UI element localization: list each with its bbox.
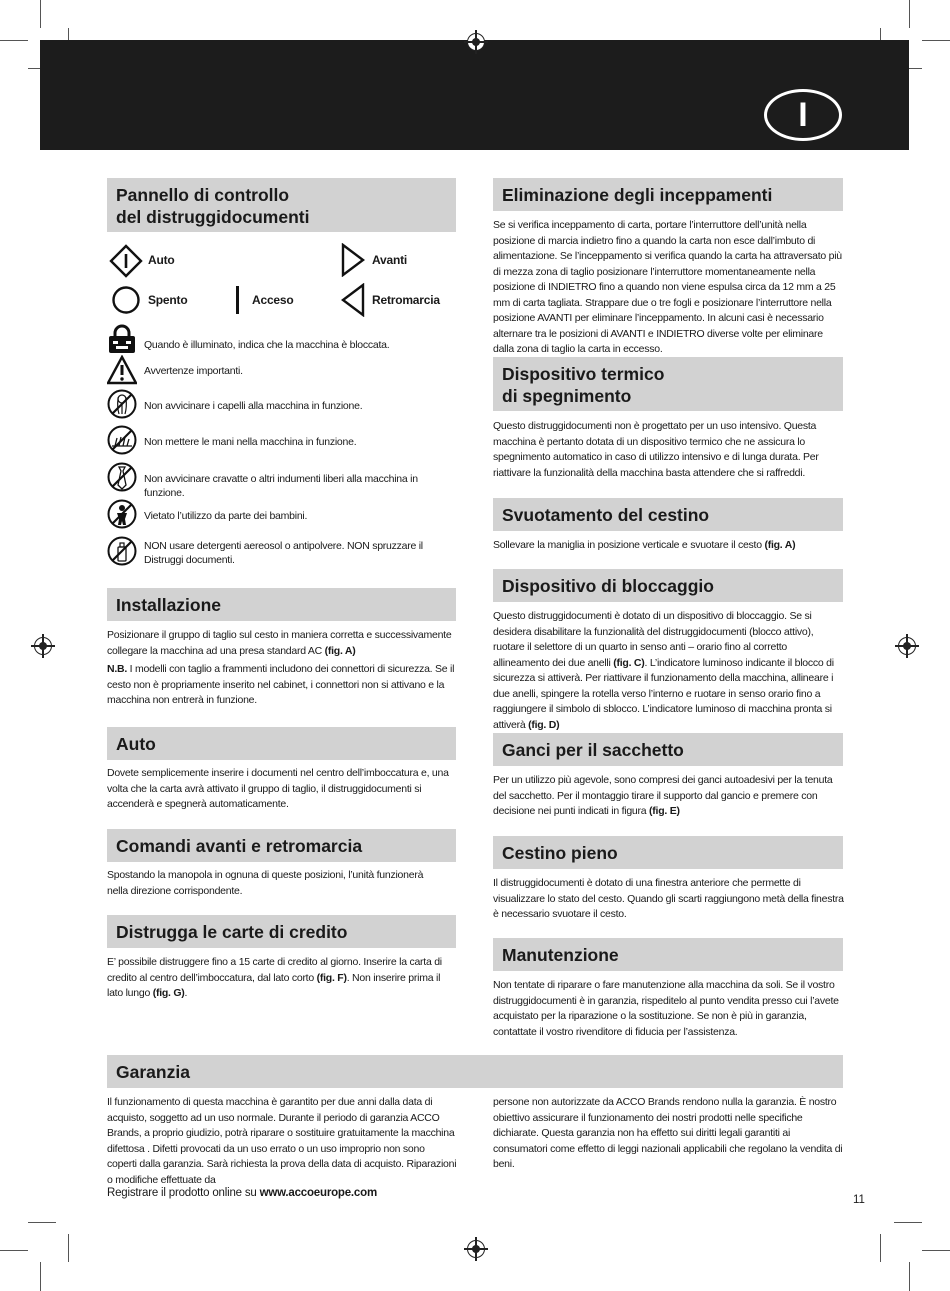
register-link[interactable]: www.accoeurope.com bbox=[259, 1187, 377, 1199]
carte-text: E’ possibile distruggere fino a 15 carte di credito al giorno. Inserire la carta di credito al centro dell’imboccatura, dal lato corto (fig. F). Non inserire prima il lato lungo (fig. G). bbox=[107, 956, 442, 999]
cestino-text: Sollevare la maniglia in posizione verticale e svuotare il cesto (fig. A) bbox=[493, 539, 796, 551]
off-symbol-icon bbox=[111, 285, 141, 315]
crop-mark bbox=[40, 1262, 41, 1291]
pieno-heading: Cestino pieno bbox=[493, 836, 843, 869]
manutenzione-text: Non tentate di riparare o fare manutenzione alla macchina da soli. Se il vostro distruggidocumenti è in garanzia, rispeditelo al punto vendita presso cui l’avete acquistato per la riparazione o la sostituzione. Se non è più in garanzia, contattate il vostro rivenditore di fiducia per l’assistenza. bbox=[493, 979, 839, 1038]
icon-caption: Avvertenze importanti. bbox=[144, 365, 243, 377]
icon-row-aerosol bbox=[107, 536, 457, 572]
icon-row-hands bbox=[107, 425, 457, 457]
inceppamenti-heading: Eliminazione degli inceppamenti bbox=[493, 178, 843, 211]
crop-mark bbox=[68, 1234, 69, 1262]
registration-mark-left bbox=[34, 637, 52, 655]
no-hands-icon bbox=[107, 425, 137, 455]
crop-mark bbox=[40, 0, 41, 28]
crop-mark bbox=[0, 40, 28, 41]
crop-mark bbox=[922, 1250, 950, 1251]
control-panel-heading: Pannello di controllo del distruggidocumenti bbox=[107, 178, 456, 232]
termico-heading: Dispositivo termico di spegnimento bbox=[493, 357, 843, 411]
pieno-text: Il distruggidocumenti è dotato di una finestra anteriore che permette di visualizzare lo stato del cesto. Quando gli scarti raggiungono metà della finestra è necessario svuotare il cesto. bbox=[493, 877, 844, 920]
crop-mark bbox=[909, 0, 910, 28]
comandi-heading: Comandi avanti e retromarcia bbox=[107, 829, 456, 862]
crop-mark bbox=[0, 1250, 28, 1251]
icon-caption: Non avvicinare cravatte o altri indumenti liberi alla macchina in funzione. bbox=[144, 473, 418, 499]
lock-icon bbox=[107, 324, 137, 354]
forward-symbol-icon bbox=[340, 243, 366, 277]
page-number: 11 bbox=[853, 1194, 865, 1206]
registration-mark-bottom bbox=[467, 1240, 485, 1258]
registration-mark-right bbox=[898, 637, 916, 655]
icon-row-hair bbox=[107, 389, 457, 421]
auto-heading: Auto bbox=[107, 727, 456, 760]
legend-auto-label: Auto bbox=[148, 253, 175, 267]
on-symbol-icon bbox=[236, 286, 239, 314]
crop-mark bbox=[894, 1222, 922, 1223]
installazione-text: Posizionare il gruppo di taglio sul cesto in maniera corretta e successivamente collegare la macchina ad una presa standard AC (fig. A) N.B. I modelli con taglio a frammenti includono dei connettori di sicurezza. Se il cesto non è propriamente inserito nel cabinet, i connettori non si attivano e la macchina non entrerà in funzione. bbox=[107, 629, 455, 706]
icon-row-tie bbox=[107, 462, 457, 499]
garanzia-heading: Garanzia bbox=[107, 1055, 843, 1088]
crop-mark bbox=[922, 40, 950, 41]
no-aerosol-icon bbox=[107, 536, 137, 566]
icon-caption: Vietato l’utilizzo da parte dei bambini. bbox=[144, 510, 308, 522]
legend-on-label: Acceso bbox=[252, 293, 294, 307]
registration-mark-top bbox=[467, 33, 485, 51]
ganci-heading: Ganci per il sacchetto bbox=[493, 733, 843, 766]
icon-caption: Non avvicinare i capelli alla macchina in funzione. bbox=[144, 400, 363, 412]
icon-caption: NON usare detergenti aereosol o antipolvere. NON spruzzare il Distruggi documenti. bbox=[144, 540, 423, 566]
garanzia-text-col2: persone non autorizzate da ACCO Brands rendono nulla la garanzia. È nostro obiettivo assicurare il funzionamento dei nostri prodotti nelle specifiche dichiarate. Questa garanzia non ha effetto sui diritti legali garantiti ai consumatori come effetto di leggi nazionali applicabili che regolano la vendita di beni. bbox=[493, 1096, 843, 1170]
reverse-symbol-icon bbox=[340, 283, 366, 317]
manutenzione-heading: Manutenzione bbox=[493, 938, 843, 971]
legend-forward-label: Avanti bbox=[372, 253, 408, 267]
legend-off-label: Spento bbox=[148, 293, 188, 307]
auto-symbol-icon bbox=[109, 244, 143, 278]
ganci-text: Per un utilizzo più agevole, sono compresi dei ganci autoadesivi per la tenuta del sacchetto. Per il montaggio tirare il supporto dal gancio e premere con decisione nei punti indicati in figura (fig. E) bbox=[493, 774, 833, 817]
crop-mark bbox=[880, 1234, 881, 1262]
termico-text: Questo distruggidocumenti non è progettato per un uso intensivo. Questa macchina è pertanto dotata di un dispositivo termico che ne assicura lo spegnimento automatico in caso di utilizzo intensivo e di lunga durata. Per riattivare la funzionalità della macchina basta attendere che si raffreddi. bbox=[493, 420, 819, 479]
icon-row-warning bbox=[107, 355, 457, 385]
crop-mark bbox=[28, 1222, 56, 1223]
installazione-heading: Installazione bbox=[107, 588, 456, 621]
cestino-heading: Svuotamento del cestino bbox=[493, 498, 843, 531]
warning-icon bbox=[107, 355, 137, 385]
no-hair-icon bbox=[107, 389, 137, 419]
language-badge: I bbox=[764, 89, 842, 141]
garanzia-text-col1: Il funzionamento di questa macchina è garantito per due anni dalla data di acquisto, soggetto ad un uso normale. Durante il periodo di garanzia ACCO Brands, a proprio giudizio, potrà riparare o sostituire gratuitamente la macchina difettosa . Difetti provocati da un uso errato o un uso improprio non sono coperti dalla garanzia. Sarà richiesta la prova della data di acquisto. Riparazioni o modifiche effettuate da bbox=[107, 1096, 457, 1186]
no-tie-icon bbox=[107, 462, 137, 492]
icon-caption: Non mettere le mani nella macchina in funzione. bbox=[144, 436, 357, 448]
icon-row-lock bbox=[107, 324, 457, 356]
comandi-text: Spostando la manopola in ognuna di queste posizioni, l’unità funzionerà nella direzione corrispondente. bbox=[107, 869, 424, 897]
crop-mark bbox=[909, 1262, 910, 1291]
no-children-icon bbox=[107, 499, 137, 529]
carte-heading: Distrugga le carte di credito bbox=[107, 915, 456, 948]
inceppamenti-text: Se si verifica inceppamento di carta, portare l’interruttore dell’unità nella posizione di marcia indietro fino a quando la carta non esce dall’imbuto di alimentazione. Se l’inceppamento si verifica quando la carta ha attraversato più di mezza zona di taglio posizionare l’interruttore momentaneamente nella posizione di INDIETRO fino a quando non viene espulsa circa da 12 mm a 25 mm di carta tagliata. Strappare due o tre fogli e posizionare l’interruttore nella posizione AVANTI per eliminare l’inceppamento. In alcuni casi è necessario alternare tra le posizioni di AVANTI e INDIETRO diverse volte per eliminare dalla zona di taglio la carta in eccesso. bbox=[493, 219, 842, 355]
icon-caption: Quando è illuminato, indica che la macchina è bloccata. bbox=[144, 339, 390, 351]
bloccaggio-heading: Dispositivo di bloccaggio bbox=[493, 569, 843, 602]
auto-text: Dovete semplicemente inserire i documenti nel centro dell’imboccatura e, una volta che la carta avrà attivato il gruppo di taglio, il distruggidocumenti si accenderà e spegnerà automaticamente. bbox=[107, 767, 449, 810]
legend-reverse-label: Retromarcia bbox=[372, 293, 440, 307]
icon-row-children bbox=[107, 499, 457, 531]
register-line: Registrare il prodotto online su www.accoeurope.com bbox=[107, 1187, 377, 1199]
bloccaggio-text: Questo distruggidocumenti è dotato di un dispositivo di bloccaggio. Se si desidera disabilitare la funzionalità del distruggidocumenti (blocco attivo), ruotare il selettore di un quarto in senso anti – orario fino al corretto allineamento dei due anelli (fig. C). L’indicatore luminoso indicante il blocco di sicurezza si attiverà. Per riattivare il funzionamento della macchina, allineare i due anelli, spingere la rotella verso l’interno e ruotare in senso orario fino a raggiungere il simbolo di sblocco. L’indicatore luminoso di macchina pronta si attiverà (fig. D) bbox=[493, 610, 834, 731]
